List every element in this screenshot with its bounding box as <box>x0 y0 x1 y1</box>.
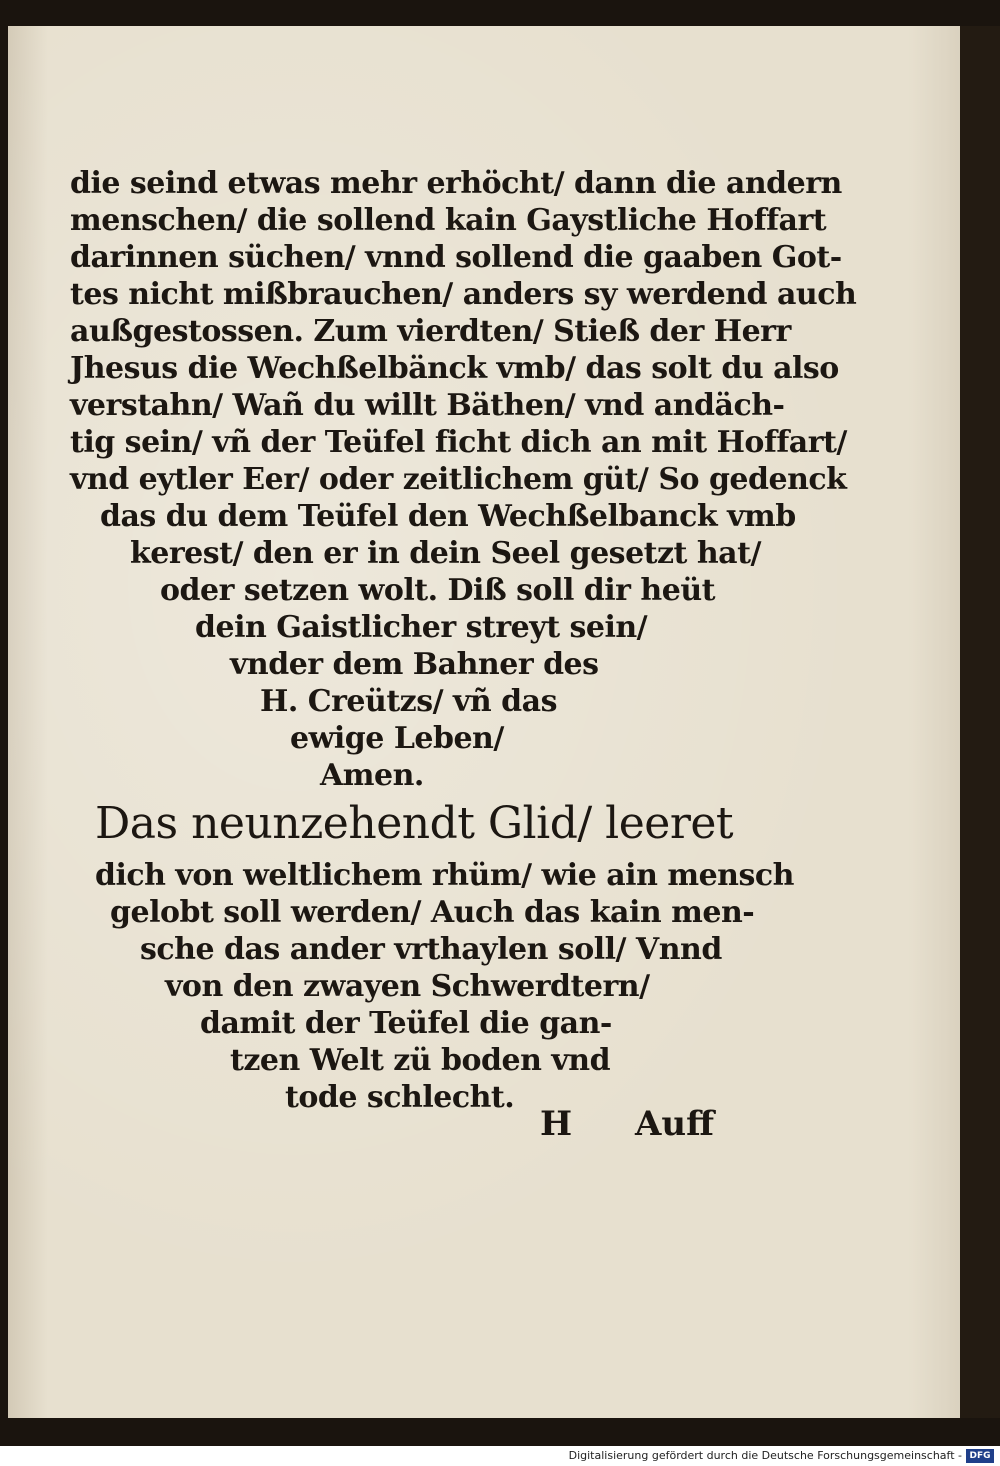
section-line-6: tzen Welt zü boden vnd <box>230 1043 611 1078</box>
text-block <box>8 26 962 1418</box>
dfg-logo: DFG <box>966 1449 994 1463</box>
body-line-9: vnd eytler Eer/ oder zeitlichem güt/ So gedenck <box>70 462 847 497</box>
body-line-10: das du dem Teüfel den Wechßelbanck vmb <box>100 499 796 534</box>
body-line-7: verstahn/ Wañ du willt Bäthen/ vnd andäch- <box>70 388 785 423</box>
body-line-6: Jhesus die Wechßelbänck vmb/ das solt du also <box>70 351 839 386</box>
section-line-3: sche das ander vrthaylen soll/ Vnnd <box>140 932 722 967</box>
body-line-3: darinnen süchen/ vnnd sollend die gaaben Got- <box>70 240 842 275</box>
body-line-5: außgestossen. Zum vierdten/ Stieß der Herr <box>70 314 791 349</box>
section-line-1: dich von weltlichem rhüm/ wie ain mensch <box>95 858 794 893</box>
body-line-16: ewige Leben/ <box>290 721 504 756</box>
section-line-2: gelobt soll werden/ Auch das kain men- <box>110 895 755 930</box>
footer-credit: Digitalisierung gefördert durch die Deutsche Forschungsgemeinschaft - <box>568 1449 962 1462</box>
body-line-13: dein Gaistlicher streyt sein/ <box>195 610 648 645</box>
body-line-2: menschen/ die sollend kain Gaystliche Hoffart <box>70 203 827 238</box>
body-line-1: die seind etwas mehr erhöcht/ dann die andern <box>70 166 842 201</box>
section-line-7: tode schlecht. <box>285 1080 515 1115</box>
body-line-11: kerest/ den er in dein Seel gesetzt hat/ <box>130 536 761 571</box>
section-line-4: von den zwayen Schwerdtern/ <box>165 969 650 1004</box>
footer-bar <box>0 1446 1000 1466</box>
body-line-4: tes nicht mißbrauchen/ anders sy werdend auch <box>70 277 857 312</box>
body-line-17: Amen. <box>320 758 424 793</box>
section-line-5: damit der Teüfel die gan- <box>200 1006 612 1041</box>
section-heading: Das neunzehendt Glid/ leeret <box>95 798 734 849</box>
body-line-12: oder setzen wolt. Diß soll dir heüt <box>160 573 715 608</box>
body-line-8: tig sein/ vñ der Teüfel ficht dich an mit Hoffart/ <box>70 425 847 460</box>
body-line-14: vnder dem Bahner des <box>230 647 599 682</box>
body-line-15: H. Creützs/ vñ das <box>260 684 557 719</box>
page-edge <box>960 26 1000 1418</box>
book-page <box>8 26 964 1418</box>
signature-mark: H <box>540 1104 573 1144</box>
catchword: Auff <box>635 1104 715 1144</box>
